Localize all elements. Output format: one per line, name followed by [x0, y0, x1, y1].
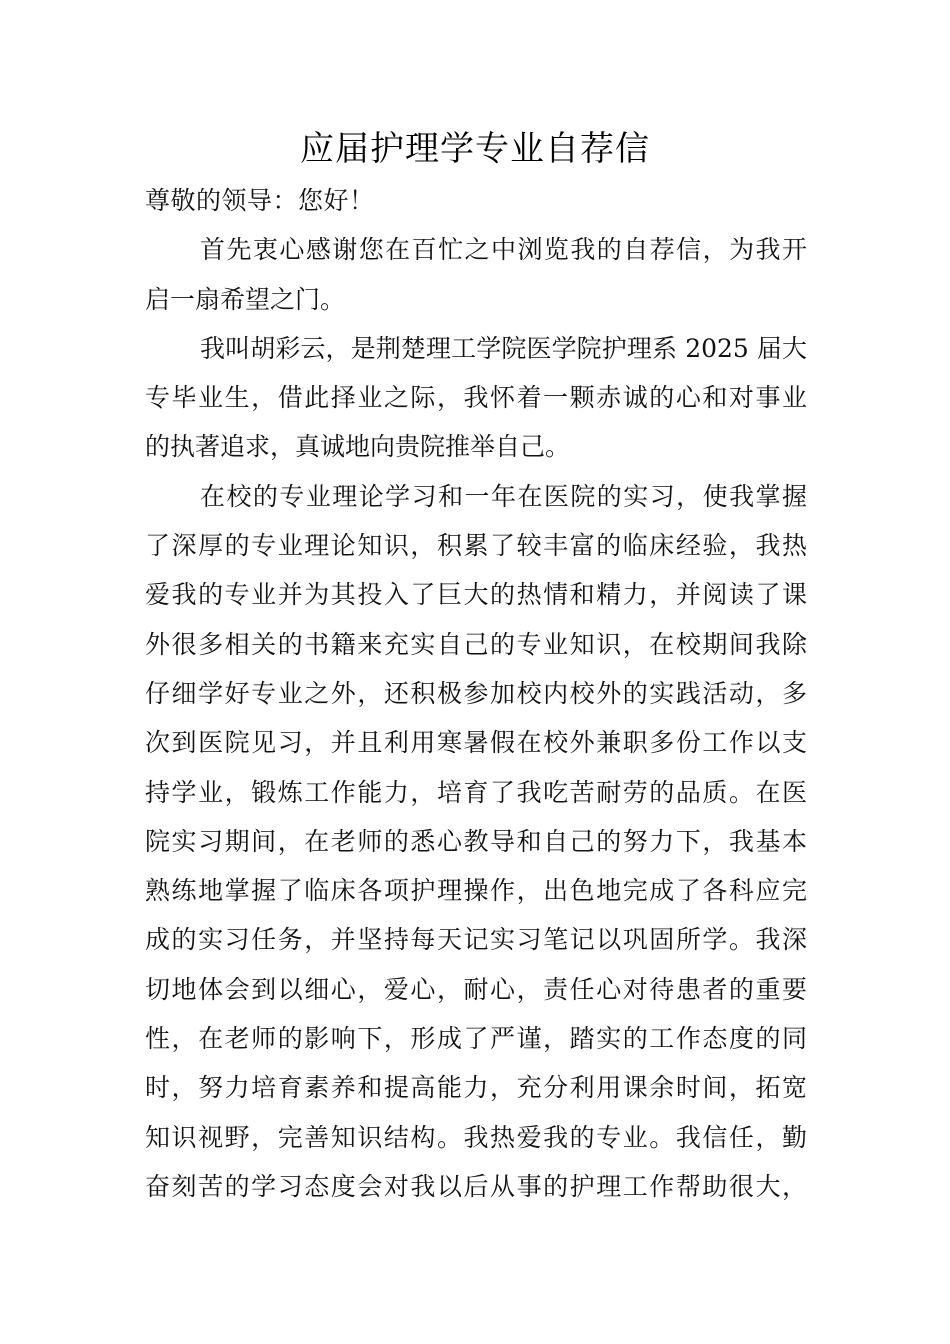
paragraph-3-line: 爱我的专业并为其投入了巨大的热情和精力，并阅读了课	[145, 580, 807, 610]
salutation: 尊敬的领导：您好！	[145, 186, 375, 215]
paragraph-2-line: 的执著追求，真诚地向贵院推举自己。	[145, 432, 571, 462]
paragraph-3-line: 仔细学好专业之外，还积极参加校内校外的实践活动，多	[145, 678, 807, 708]
paragraph-2-line: 我叫胡彩云，是荆楚理工学院医学院护理系 2025 届大	[200, 333, 807, 363]
paragraph-3-line: 性，在老师的影响下，形成了严谨，踏实的工作态度的同	[145, 1024, 807, 1054]
paragraph-3-line: 持学业，锻炼工作能力，培育了我吃苦耐劳的品质。在医	[145, 777, 807, 807]
paragraph-3-line: 切地体会到以细心，爱心，耐心，责任心对待患者的重要	[145, 974, 807, 1004]
paragraph-3-line: 在校的专业理论学习和一年在医院的实习，使我掌握	[200, 481, 807, 511]
paragraph-3-line: 次到医院见习，并且利用寒暑假在校外兼职多份工作以支	[145, 728, 807, 758]
paragraph-3-line: 熟练地掌握了临床各项护理操作，出色地完成了各科应完	[145, 876, 807, 906]
paragraph-3-line: 外很多相关的书籍来充实自己的专业知识，在校期间我除	[145, 629, 807, 659]
document-title: 应届护理学专业自荐信	[300, 129, 650, 169]
paragraph-3-line: 院实习期间，在老师的悉心教导和自己的努力下，我基本	[145, 826, 807, 856]
paragraph-1-line: 首先衷心感谢您在百忙之中浏览我的自荐信，为我开	[200, 235, 807, 265]
paragraph-3-line: 了深厚的专业理论知识，积累了较丰富的临床经验，我热	[145, 531, 807, 561]
paragraph-3-line: 知识视野，完善知识结构。我热爱我的专业。我信任，勤	[145, 1122, 807, 1152]
letter-body	[145, 176, 807, 1211]
paragraph-3-line: 成的实习任务，并坚持每天记实习笔记以巩固所学。我深	[145, 925, 807, 955]
paragraph-2-line: 专毕业生，借此择业之际，我怀着一颗赤诚的心和对事业	[145, 383, 807, 413]
paragraph-1-line: 启一扇希望之门。	[145, 284, 346, 314]
paragraph-3-line: 奋刻苦的学习态度会对我以后从事的护理工作帮助很大，	[145, 1171, 807, 1201]
paragraph-3-line: 时，努力培育素养和提高能力，充分利用课余时间，拓宽	[145, 1073, 807, 1103]
